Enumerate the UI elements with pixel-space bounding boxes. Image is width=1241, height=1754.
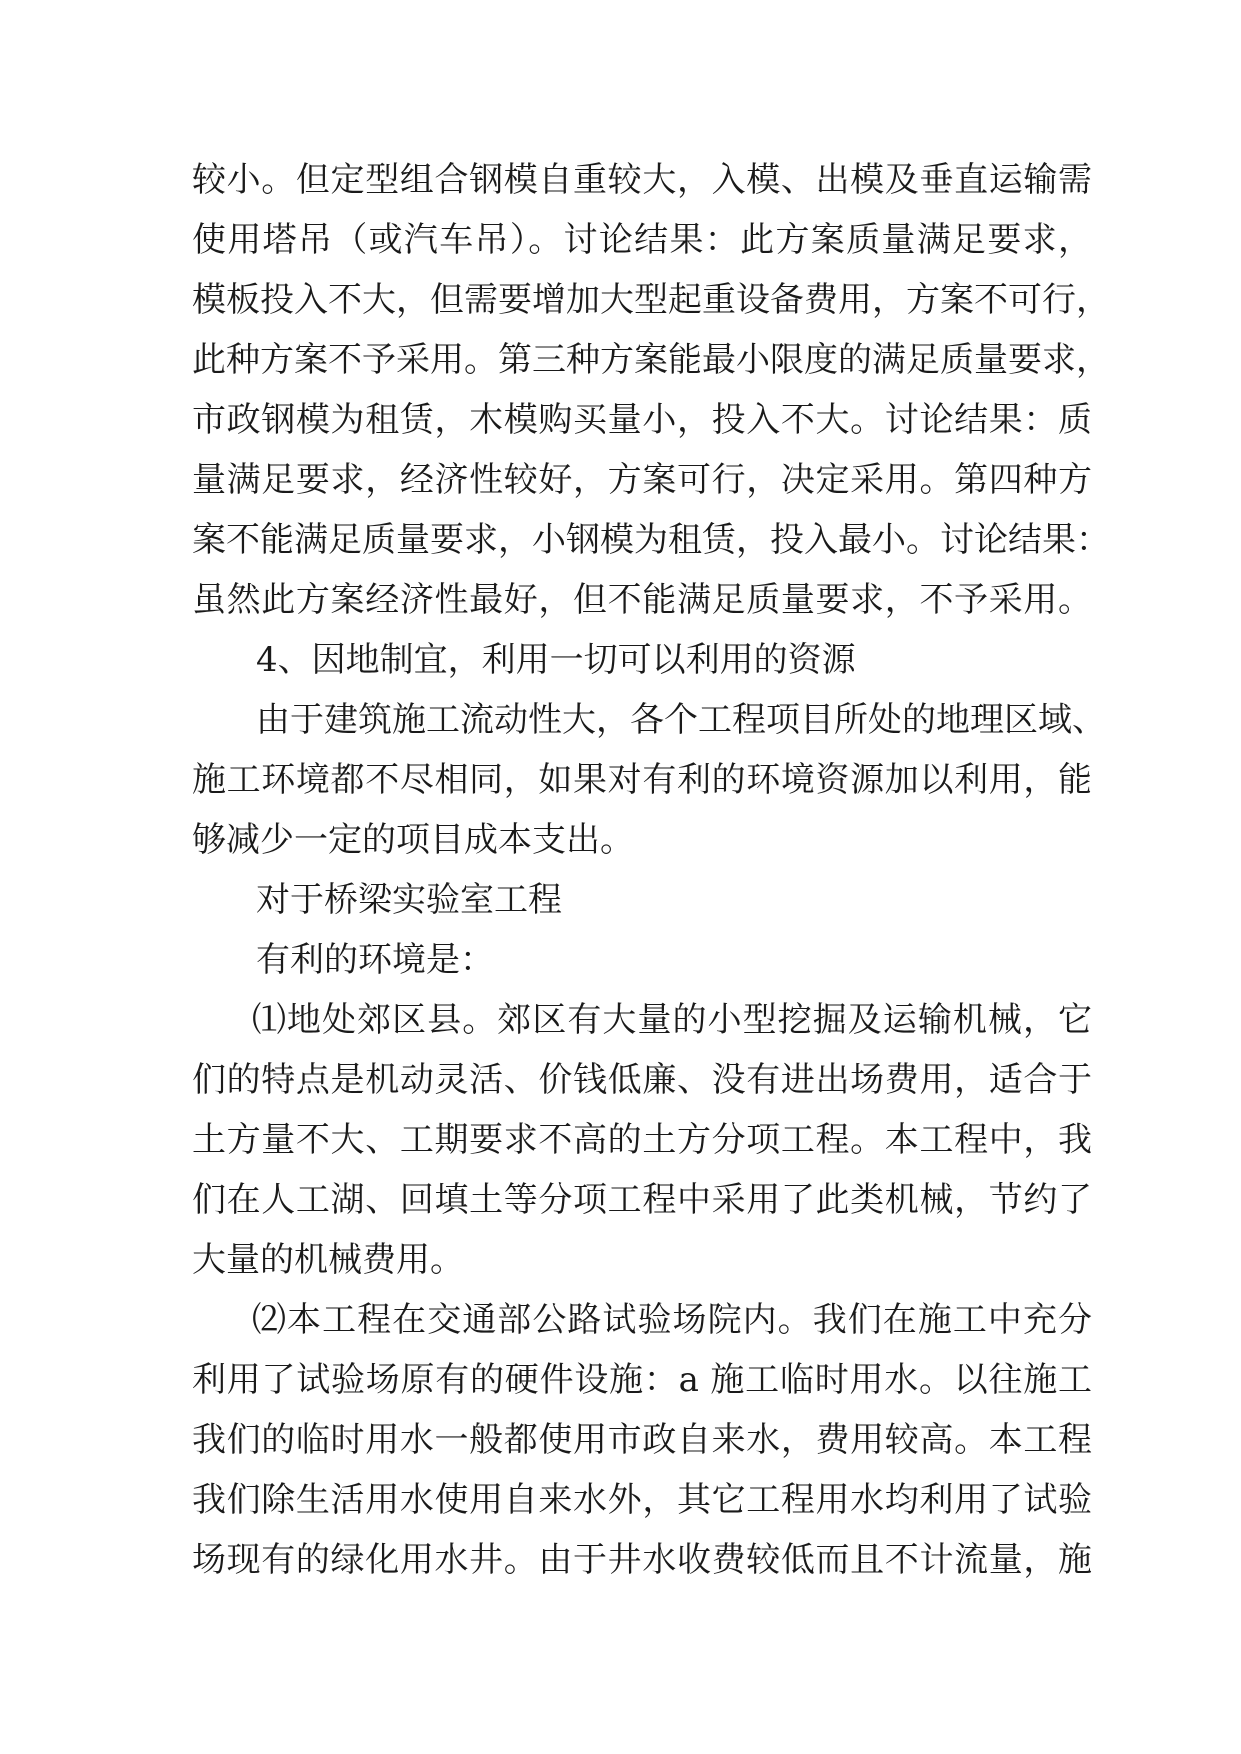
- text-line: 我们的临时用水一般都使用市政自来水，费用较高。本工程: [192, 1420, 1092, 1460]
- text-line: 对于桥梁实验室工程: [256, 880, 562, 920]
- list-item: ⑵本工程在交通部公路试验场院内。我们在施工中充分: [252, 1300, 1092, 1340]
- text-line: 量满足要求，经济性较好，方案可行，决定采用。第四种方: [192, 460, 1092, 500]
- text-line: 市政钢模为租赁，木模购买量小，投入不大。讨论结果：质: [192, 400, 1092, 440]
- text-line: 大量的机械费用。: [192, 1240, 464, 1280]
- text-line: 们的特点是机动灵活、价钱低廉、没有进出场费用，适合于: [192, 1060, 1092, 1100]
- text-line: 模板投入不大，但需要增加大型起重设备费用，方案不可行，: [192, 280, 1110, 320]
- text-line: 利用了试验场原有的硬件设施：a 施工临时用水。以往施工: [192, 1360, 1092, 1400]
- text-line: 施工环境都不尽相同，如果对有利的环境资源加以利用，能: [192, 760, 1092, 800]
- text-line: 够减少一定的项目成本支出。: [192, 820, 634, 860]
- text-line: 有利的环境是：: [256, 940, 494, 980]
- section-heading: 4、因地制宜，利用一切可以利用的资源: [256, 640, 856, 680]
- text-line: 使用塔吊（或汽车吊）。讨论结果：此方案质量满足要求，: [192, 220, 1092, 260]
- text-line: 虽然此方案经济性最好，但不能满足质量要求，不予采用。: [192, 580, 1092, 620]
- text-line: 土方量不大、工期要求不高的土方分项工程。本工程中，我: [192, 1120, 1092, 1160]
- text-line: 此种方案不予采用。第三种方案能最小限度的满足质量要求，: [192, 340, 1110, 380]
- text-line: 由于建筑施工流动性大，各个工程项目所处的地理区域、: [256, 700, 1106, 740]
- text-line: 较小。但定型组合钢模自重较大，入模、出模及垂直运输需: [192, 160, 1092, 200]
- list-item: ⑴地处郊区县。郊区有大量的小型挖掘及运输机械，它: [252, 1000, 1092, 1040]
- text-line: 们在人工湖、回填土等分项工程中采用了此类机械，节约了: [192, 1180, 1092, 1220]
- text-line: 案不能满足质量要求，小钢模为租赁，投入最小。讨论结果：: [192, 520, 1110, 560]
- text-line: 我们除生活用水使用自来水外，其它工程用水均利用了试验: [192, 1480, 1092, 1520]
- text-line: 场现有的绿化用水井。由于井水收费较低而且不计流量，施: [192, 1540, 1092, 1580]
